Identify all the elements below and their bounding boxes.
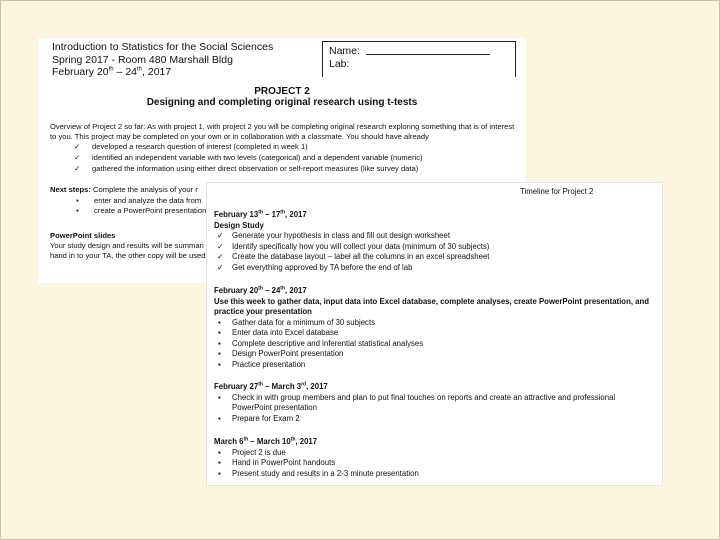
section-bullets xyxy=(214,393,654,425)
next-steps-list xyxy=(76,196,206,216)
completed-checklist xyxy=(76,141,423,174)
project-title: PROJECT 2 xyxy=(254,86,310,97)
name-field: Name: xyxy=(329,45,515,58)
timeline-section-4 xyxy=(214,437,654,479)
ppt-slides-text: Your study design and results will be summari hand in to your TA, the other copy will be used xyxy=(50,241,206,260)
section-dates: February 13th – 17th, 2017 xyxy=(214,209,307,219)
list-item: ▪ Project 2 is due xyxy=(214,448,654,459)
next-step-item: ▪ enter and analyze the data from xyxy=(76,196,206,206)
list-item: ▪ Check in with group members and plan to put final touches on reports and create an attractive and professional PowerPoint presentation xyxy=(214,393,654,414)
name-lab-box xyxy=(322,41,516,77)
section-dates: February 20th – 24th, 2017 xyxy=(214,285,307,295)
timeline-section-1 xyxy=(214,210,654,273)
list-item: ▪ Hand in PowerPoint handouts xyxy=(214,458,654,469)
section-subhead: Design Study xyxy=(214,220,264,230)
check-item: ✓ gathered the information using either direct observation or self-report measures (like survey data) xyxy=(76,163,423,174)
course-header xyxy=(52,41,273,79)
section-bullets xyxy=(214,448,654,480)
list-item: ▪ Design PowerPoint presentation xyxy=(214,349,654,360)
list-item: ✓ Get everything approved by TA before the end of lab xyxy=(214,263,654,274)
course-term-room: Spring 2017 - Room 480 Marshall Bldg xyxy=(52,53,233,66)
course-dates: February 20th – 24th, 2017 xyxy=(52,66,172,78)
next-steps-heading: Next steps: Complete the analysis of your r xyxy=(50,185,198,194)
list-item: ▪ Complete descriptive and inferential statistical analyses xyxy=(214,339,654,350)
section-checklist xyxy=(214,231,654,273)
list-item: ✓ Generate your hypothesis in class and fill out design worksheet xyxy=(214,231,654,242)
list-item: ✓ Identify specifically how you will collect your data (minimum of 30 subjects) xyxy=(214,242,654,253)
list-item: ▪ Prepare for Exam 2 xyxy=(214,414,654,425)
section-dates: February 27th – March 3rd, 2017 xyxy=(214,381,328,391)
timeline-title: Timeline for Project 2 xyxy=(520,187,594,196)
overview-paragraph: Overview of Project 2 so far: As with project 1, with project 2 you will be completing original research exploring something that is of interest to you. This project may be completed on your own or in collaboration with a classmate. You should have already xyxy=(50,122,515,141)
list-item: ▪ Present study and results in a 2-3 minute presentation xyxy=(214,469,654,480)
ppt-slides-heading: PowerPoint slides xyxy=(50,231,116,240)
section-bullets xyxy=(214,318,654,371)
timeline-section-3 xyxy=(214,382,654,424)
next-step-item: ▪ create a PowerPoint presentation xyxy=(76,206,206,216)
check-item: ✓ developed a research question of interest (completed in week 1) xyxy=(76,141,423,152)
list-item: ✓ Create the database layout – label all the columns in an excel spreadsheet xyxy=(214,252,654,263)
list-item: ▪ Gather data for a minimum of 30 subjects xyxy=(214,318,654,329)
course-title: Introduction to Statistics for the Social Sciences xyxy=(52,41,274,53)
section-subhead: Use this week to gather data, input data into Excel database, complete analyses, create PowerPoint presentation, and practice your presentation xyxy=(214,296,650,316)
check-item: ✓ identified an independent variable with two levels (categorical) and a dependent variable (numeric) xyxy=(76,152,423,163)
list-item: ▪ Enter data into Excel database xyxy=(214,328,654,339)
lab-field: Lab: xyxy=(329,58,350,70)
list-item: ▪ Practice presentation xyxy=(214,360,654,371)
timeline-page xyxy=(206,182,663,486)
project-subtitle: Designing and completing original research using t-tests xyxy=(146,97,418,108)
section-dates: March 6th – March 10th, 2017 xyxy=(214,436,318,446)
timeline-section-2 xyxy=(214,286,654,370)
